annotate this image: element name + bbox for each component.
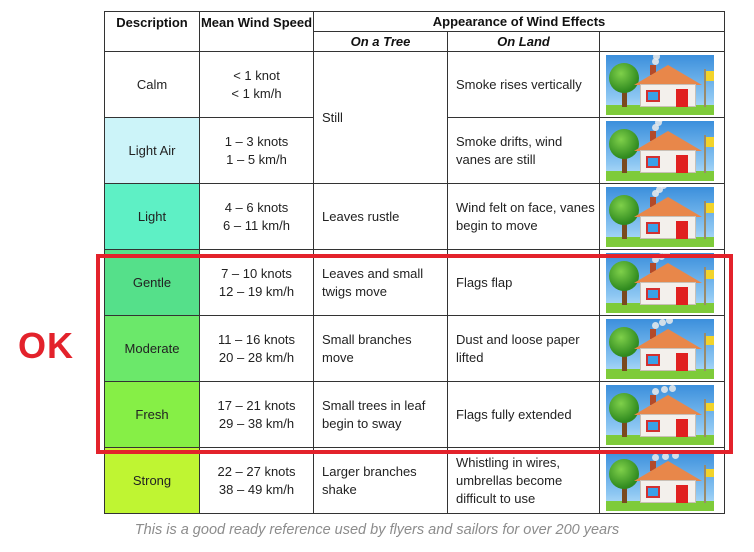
- description-cell: Strong: [105, 448, 200, 514]
- header-on-land: On Land: [448, 32, 600, 52]
- window: [646, 156, 660, 168]
- on-tree-cell: Small trees in leaf begin to sway: [314, 382, 448, 448]
- speed-knots: < 1 knot: [233, 67, 280, 83]
- description-cell: Calm: [105, 52, 200, 118]
- wind-illustration-cell: [600, 448, 725, 514]
- ok-annotation-label: OK: [18, 325, 74, 366]
- speed-kmh: 6 – 11 km/h: [223, 217, 290, 233]
- speed-knots: 22 – 27 knots: [217, 463, 296, 479]
- smoke-puff: [653, 55, 660, 60]
- door: [676, 221, 688, 239]
- wind-illustration-cell: [600, 184, 725, 250]
- speed-cell: [200, 448, 314, 514]
- header-appearance: Appearance of Wind Effects: [314, 12, 725, 32]
- window: [646, 222, 660, 234]
- door: [676, 485, 688, 503]
- table-row: [105, 184, 725, 250]
- description-cell: Fresh: [105, 382, 200, 448]
- on-land-cell: Whistling in wires, umbrellas become difficult to use: [448, 448, 600, 514]
- roof: [634, 461, 702, 481]
- speed-kmh: 20 – 28 km/h: [218, 349, 295, 365]
- house-scene-image: [606, 121, 714, 181]
- table-row: [105, 448, 725, 514]
- on-land-cell: Smoke drifts, wind vanes are still: [448, 118, 600, 184]
- on-tree-cell: Still: [314, 52, 448, 184]
- roof: [634, 197, 702, 217]
- flag-icon: [706, 71, 714, 81]
- caption: This is a good ready reference used by flyers and sailors for over 200 years: [134, 522, 620, 538]
- flag-icon: [706, 203, 714, 213]
- speed-kmh: 38 – 49 km/h: [218, 481, 295, 497]
- speed-cell: [200, 52, 314, 118]
- on-land-cell: Flags flap: [448, 250, 600, 316]
- speed-knots: 17 – 21 knots: [217, 397, 296, 413]
- speed-knots: 1 – 3 knots: [224, 133, 289, 149]
- speed-kmh: < 1 km/h: [231, 85, 282, 101]
- table-row: [105, 52, 725, 118]
- house-scene-image: [606, 187, 714, 247]
- on-tree-cell: Larger branches shake: [314, 448, 448, 514]
- on-tree-cell: Leaves rustle: [314, 184, 448, 250]
- speed-knots: 11 – 16 knots: [217, 331, 296, 347]
- window: [646, 90, 660, 102]
- description-cell: Gentle: [105, 250, 200, 316]
- speed-cell: [200, 184, 314, 250]
- flag-icon: [706, 469, 714, 477]
- wind-illustration-cell: [600, 52, 725, 118]
- roof: [634, 131, 702, 151]
- header-on-a-tree: On a Tree: [314, 32, 448, 52]
- flag-icon: [706, 137, 714, 147]
- header-mean-wind-speed: Mean Wind Speed: [200, 12, 314, 52]
- on-tree-cell: Leaves and small twigs move: [314, 250, 448, 316]
- ok-highlight-box: [96, 254, 733, 454]
- house-scene-image: [606, 451, 714, 511]
- on-land-cell: Wind felt on face, vanes begin to move: [448, 184, 600, 250]
- speed-knots: 4 – 6 knots: [224, 199, 289, 215]
- door: [676, 155, 688, 173]
- description-cell: Light: [105, 184, 200, 250]
- description-cell: Light Air: [105, 118, 200, 184]
- on-land-cell: Smoke rises vertically: [448, 52, 600, 118]
- on-land-cell: Flags fully extended: [448, 382, 600, 448]
- wind-illustration-cell: [600, 118, 725, 184]
- on-land-cell: Dust and loose paper lifted: [448, 316, 600, 382]
- speed-cell: [200, 118, 314, 184]
- roof: [634, 65, 702, 85]
- house-scene-image: [606, 55, 714, 115]
- smoke-puff: [652, 454, 659, 461]
- header-picture: [600, 32, 725, 52]
- description-cell: Moderate: [105, 316, 200, 382]
- on-tree-cell: Small branches move: [314, 316, 448, 382]
- header-description: Description: [105, 12, 200, 52]
- speed-kmh: 1 – 5 km/h: [226, 151, 287, 167]
- speed-knots: 7 – 10 knots: [221, 265, 292, 281]
- door: [676, 89, 688, 107]
- speed-kmh: 29 – 38 km/h: [218, 415, 295, 431]
- window: [646, 486, 660, 498]
- speed-kmh: 12 – 19 km/h: [218, 283, 295, 299]
